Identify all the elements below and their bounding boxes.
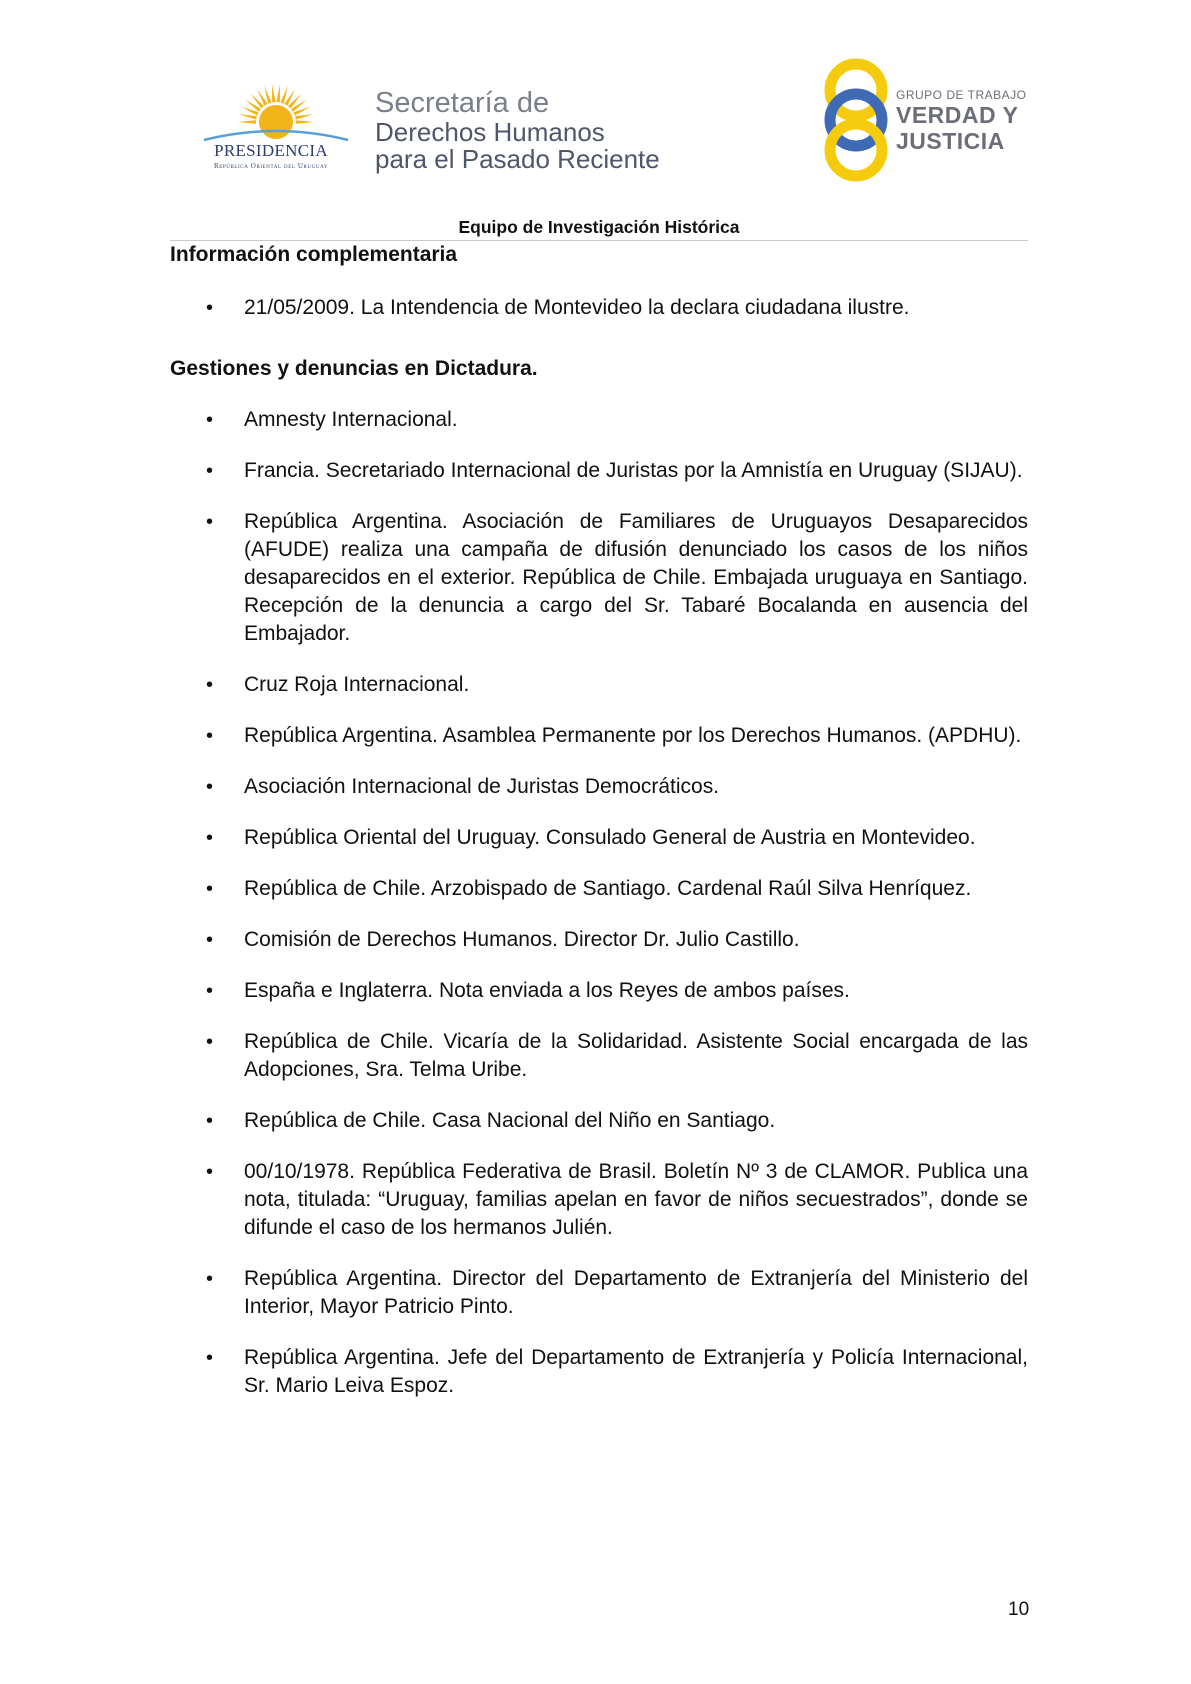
bullet-glyph: • bbox=[206, 1268, 214, 1290]
list-item bbox=[170, 1028, 1028, 1084]
bullet-glyph: • bbox=[206, 776, 214, 798]
list-item-text: Amnesty Internacional. bbox=[244, 408, 458, 431]
bullet-glyph: • bbox=[206, 297, 214, 319]
bullet-glyph: • bbox=[206, 725, 214, 747]
list-item bbox=[170, 926, 1028, 954]
list-item-text: Cruz Roja Internacional. bbox=[244, 673, 470, 696]
list-item bbox=[170, 722, 1028, 750]
list-item-text: República Argentina. Asamblea Permanente por los Derechos Humanos. (APDHU). bbox=[244, 724, 1022, 747]
list-item-text: 21/05/2009. La Intendencia de Montevideo la declara ciudadana ilustre. bbox=[244, 296, 910, 319]
list-item bbox=[170, 671, 1028, 699]
sun-ray bbox=[296, 120, 314, 124]
list-item-text: Asociación Internacional de Juristas Democráticos. bbox=[244, 775, 720, 798]
list-item bbox=[170, 1107, 1028, 1135]
list-item bbox=[170, 1265, 1028, 1321]
list-item bbox=[170, 824, 1028, 852]
bullet-glyph: • bbox=[206, 460, 214, 482]
bullet-glyph: • bbox=[206, 1110, 214, 1132]
bullet-glyph: • bbox=[206, 511, 214, 533]
list-item-text: República de Chile. Arzobispado de Santiago. Cardenal Raúl Silva Henríquez. bbox=[244, 877, 972, 900]
list-item-text: República Argentina. Jefe del Departamento de Extranjería y Policía Internacional, Sr. Mario Leiva Espoz. bbox=[244, 1346, 1028, 1397]
list-item bbox=[170, 508, 1028, 648]
bullet-glyph: • bbox=[206, 929, 214, 951]
list-item bbox=[170, 457, 1028, 485]
list-item-text: Francia. Secretariado Internacional de Juristas por la Amnistía en Uruguay (SIJAU). bbox=[244, 459, 1023, 482]
team-heading: Equipo de Investigación Histórica bbox=[458, 217, 740, 237]
list-item-text: República de Chile. Casa Nacional del Niño en Santiago. bbox=[244, 1109, 776, 1132]
sun-ray bbox=[238, 120, 256, 124]
list-item-text: España e Inglaterra. Nota enviada a los Reyes de ambos países. bbox=[244, 979, 850, 1002]
presidencia-name: PRESIDENCIA bbox=[214, 141, 328, 160]
bullet-glyph: • bbox=[206, 878, 214, 900]
bullet-glyph: • bbox=[206, 1031, 214, 1053]
bullet-glyph: • bbox=[206, 674, 214, 696]
grupo-trabajo-label: GRUPO DE TRABAJO bbox=[896, 88, 1027, 102]
complementaria-list bbox=[170, 294, 1028, 322]
verdad-label: VERDAD Y bbox=[896, 102, 1019, 128]
bullet-glyph: • bbox=[206, 1347, 214, 1369]
sun-ray bbox=[276, 84, 280, 102]
section-title-complementaria: Información complementaria bbox=[170, 243, 458, 266]
document-body bbox=[170, 242, 1028, 1423]
list-item-text: República Argentina. Director del Departamento de Extranjería del Ministerio del Interior, Mayor Patricio Pinto. bbox=[244, 1267, 1028, 1318]
sun-ray bbox=[295, 114, 313, 120]
sun-ray bbox=[288, 94, 301, 109]
secretaria-line1: Secretaría de bbox=[375, 87, 550, 119]
bullet-glyph: • bbox=[206, 409, 214, 431]
secretaria-line2: Derechos Humanos bbox=[375, 117, 605, 147]
list-item-text: República Argentina. Asociación de Familiares de Uruguayos Desaparecidos (AFUDE) realiza una campaña de difusión denunciado los casos de los niños desaparecidos en el exterior. República de Chile. Embajada uruguaya en Santiago. Recepción de la denuncia a cargo del Sr. Tabaré Bocalanda en ausencia del Embajador. bbox=[244, 510, 1028, 645]
list-item-text: República de Chile. Vicaría de la Solidaridad. Asistente Social encargada de las Adopciones, Sra. Telma Uribe. bbox=[244, 1030, 1028, 1081]
list-item bbox=[170, 977, 1028, 1005]
bullet-glyph: • bbox=[206, 1161, 214, 1183]
presidencia-wordmark bbox=[196, 142, 346, 172]
secretaria-line3: para el Pasado Reciente bbox=[375, 144, 660, 174]
bullet-glyph: • bbox=[206, 980, 214, 1002]
section-title-gestiones: Gestiones y denuncias en Dictadura. bbox=[170, 357, 538, 380]
header-divider bbox=[170, 240, 1028, 241]
list-item-text: 00/10/1978. República Federativa de Brasil. Boletín Nº 3 de CLAMOR. Publica una nota, titulada: “Uruguay, familias apelan en favor de niños secuestrados”, donde se difunde el caso de los hermanos Julién. bbox=[244, 1160, 1028, 1239]
sun-ray bbox=[272, 84, 276, 102]
list-item bbox=[170, 1158, 1028, 1242]
sun-ray bbox=[251, 94, 264, 109]
list-item-text: Comisión de Derechos Humanos. Director Dr. Julio Castillo. bbox=[244, 928, 800, 951]
list-item bbox=[170, 406, 1028, 434]
list-item bbox=[170, 294, 1028, 322]
grupo-trabajo-wordmark bbox=[896, 88, 1026, 154]
list-item-text: República Oriental del Uruguay. Consulado General de Austria en Montevideo. bbox=[244, 826, 976, 849]
gestiones-list bbox=[170, 406, 1028, 1400]
presidencia-subtitle: República Oriental del Uruguay bbox=[213, 162, 329, 170]
list-item bbox=[170, 1344, 1028, 1400]
secretaria-wordmark bbox=[375, 88, 660, 173]
page-number: 10 bbox=[1008, 1599, 1030, 1620]
sun-ray bbox=[239, 114, 257, 120]
list-item bbox=[170, 875, 1028, 903]
list-item bbox=[170, 773, 1028, 801]
page-header bbox=[0, 0, 1191, 215]
bullet-glyph: • bbox=[206, 827, 214, 849]
justicia-label: JUSTICIA bbox=[896, 128, 1005, 154]
